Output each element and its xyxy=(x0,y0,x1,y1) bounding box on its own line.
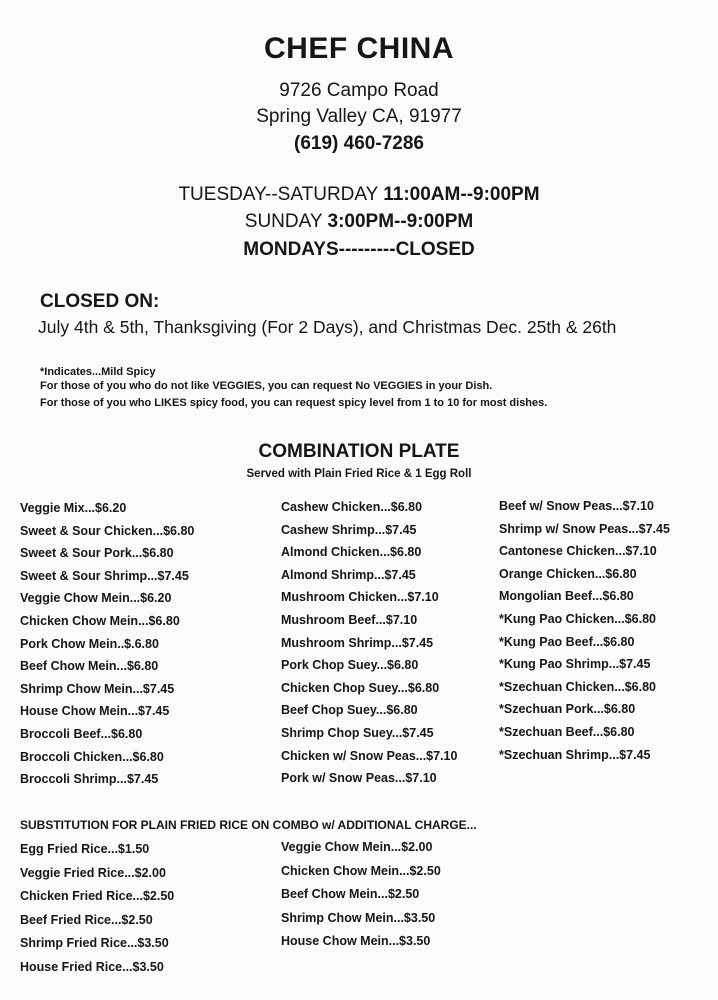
menu-item: Chicken Chow Mein...$6.80 xyxy=(20,613,180,628)
menu-item: Pork Chop Suey...$6.80 xyxy=(281,658,419,673)
menu-item: Mushroom Shrimp...$7.45 xyxy=(281,635,434,650)
menu-item: Mongolian Beef...$6.80 xyxy=(499,589,634,604)
hours-time: 11:00AM--9:00PM xyxy=(383,184,540,205)
menu-item: Mushroom Chicken...$7.10 xyxy=(281,590,439,605)
menu-item: Shrimp Fried Rice...$3.50 xyxy=(20,936,169,951)
menu-item: House Chow Mein...$7.45 xyxy=(20,704,170,719)
menu-item: Shrimp Chow Mein...$7.45 xyxy=(20,681,175,696)
menu-item: Veggie Chow Mein...$6.20 xyxy=(20,591,172,606)
menu-item: House Fried Rice...$3.50 xyxy=(20,959,164,974)
hours-days: SUNDAY xyxy=(244,211,328,232)
menu-item: Chicken Chop Suey...$6.80 xyxy=(281,680,440,695)
menu-item: Veggie Chow Mein...$2.00 xyxy=(281,840,433,854)
address-line-1: 9726 Campo Road xyxy=(279,80,439,101)
combo-column-2 xyxy=(281,496,457,790)
menu-item: Cashew Shrimp...$7.45 xyxy=(281,522,417,537)
hours-days: TUESDAY--SATURDAY xyxy=(178,184,384,205)
menu-item: Chicken Chow Mein...$2.50 xyxy=(281,863,441,878)
menu-item: Shrimp w/ Snow Peas...$7.45 xyxy=(499,521,670,536)
menu-item: Pork w/ Snow Peas...$7.10 xyxy=(281,771,437,786)
menu-item: *Szechuan Pork...$6.80 xyxy=(499,702,636,717)
menu-item: Broccoli Shrimp...$7.45 xyxy=(20,772,159,787)
menu-item: Shrimp Chop Suey...$7.45 xyxy=(281,725,434,740)
menu-item: Egg Fried Rice...$1.50 xyxy=(20,842,150,856)
menu-item: Orange Chicken...$6.80 xyxy=(499,566,637,581)
menu-item: Pork Chow Mein..$.6.80 xyxy=(20,636,159,651)
substitution-column-1 xyxy=(20,838,174,980)
menu-item: Beef Chow Mein...$6.80 xyxy=(20,659,159,674)
menu-item: Mushroom Beef...$7.10 xyxy=(281,612,418,627)
menu-item: Chicken Fried Rice...$2.50 xyxy=(20,889,175,904)
combo-column-1 xyxy=(20,497,194,791)
menu-item: Sweet & Sour Shrimp...$7.45 xyxy=(20,568,189,583)
menu-item: *Kung Pao Chicken...$6.80 xyxy=(499,611,656,626)
restaurant-name: CHEF CHINA xyxy=(264,32,454,65)
menu-item: Veggie Mix...$6.20 xyxy=(20,501,127,515)
menu-item: Beef Chow Mein...$2.50 xyxy=(281,887,420,902)
menu-item: *Szechuan Beef...$6.80 xyxy=(499,724,635,739)
menu-item: Sweet & Sour Chicken...$6.80 xyxy=(20,523,195,538)
combo-title: COMBINATION PLATE xyxy=(258,441,460,462)
menu-item: Veggie Fried Rice...$2.00 xyxy=(20,865,166,880)
menu-item: *Kung Pao Shrimp...$7.45 xyxy=(499,657,651,672)
note-spicy: *Indicates...Mild Spicy xyxy=(40,366,156,378)
hours-time: 3:00PM--9:00PM xyxy=(327,211,474,232)
address-line-2: Spring Valley CA, 91977 xyxy=(256,106,462,127)
menu-item: Beef Chop Suey...$6.80 xyxy=(281,703,418,718)
menu-item: Almond Shrimp...$7.45 xyxy=(281,567,416,582)
menu-item: Almond Chicken...$6.80 xyxy=(281,545,422,560)
hours-tue-sat xyxy=(0,184,718,206)
menu-item: Cashew Chicken...$6.80 xyxy=(281,500,423,514)
menu-item: Beef w/ Snow Peas...$7.10 xyxy=(499,499,654,513)
menu-item: Shrimp Chow Mein...$3.50 xyxy=(281,910,436,925)
menu-item: Sweet & Sour Pork...$6.80 xyxy=(20,546,174,561)
hours-monday: MONDAYS---------CLOSED xyxy=(243,239,475,260)
substitution-heading: SUBSTITUTION FOR PLAIN FRIED RICE ON COMBO w/ ADDITIONAL CHARGE... xyxy=(20,818,477,832)
menu-item: *Kung Pao Beef...$6.80 xyxy=(499,634,635,649)
combo-subtitle: Served with Plain Fried Rice & 1 Egg Roll xyxy=(246,468,472,480)
menu-item: Broccoli Beef...$6.80 xyxy=(20,726,143,741)
menu-item: House Chow Mein...$3.50 xyxy=(281,934,431,949)
menu-item: Cantonese Chicken...$7.10 xyxy=(499,544,657,559)
note-veggies: For those of you who do not like VEGGIES, you can request No VEGGIES in your Dish. xyxy=(40,380,493,392)
menu-item: Chicken w/ Snow Peas...$7.10 xyxy=(281,748,458,763)
menu-item: Beef Fried Rice...$2.50 xyxy=(20,912,153,927)
menu-item: Broccoli Chicken...$6.80 xyxy=(20,749,164,764)
menu-item: *Szechuan Chicken...$6.80 xyxy=(499,679,657,694)
substitution-column-2 xyxy=(281,836,441,954)
closed-dates: July 4th & 5th, Thanksgiving (For 2 Days), and Christmas Dec. 25th & 26th xyxy=(38,317,617,337)
closed-heading: CLOSED ON: xyxy=(40,291,160,312)
combo-column-3 xyxy=(499,495,670,766)
menu-item: *Szechuan Shrimp...$7.45 xyxy=(499,747,651,762)
hours-sunday xyxy=(0,211,718,233)
phone-number: (619) 460-7286 xyxy=(294,133,424,154)
note-spicy-level: For those of you who LIKES spicy food, you can request spicy level from 1 to 10 for most dishes. xyxy=(40,397,548,409)
